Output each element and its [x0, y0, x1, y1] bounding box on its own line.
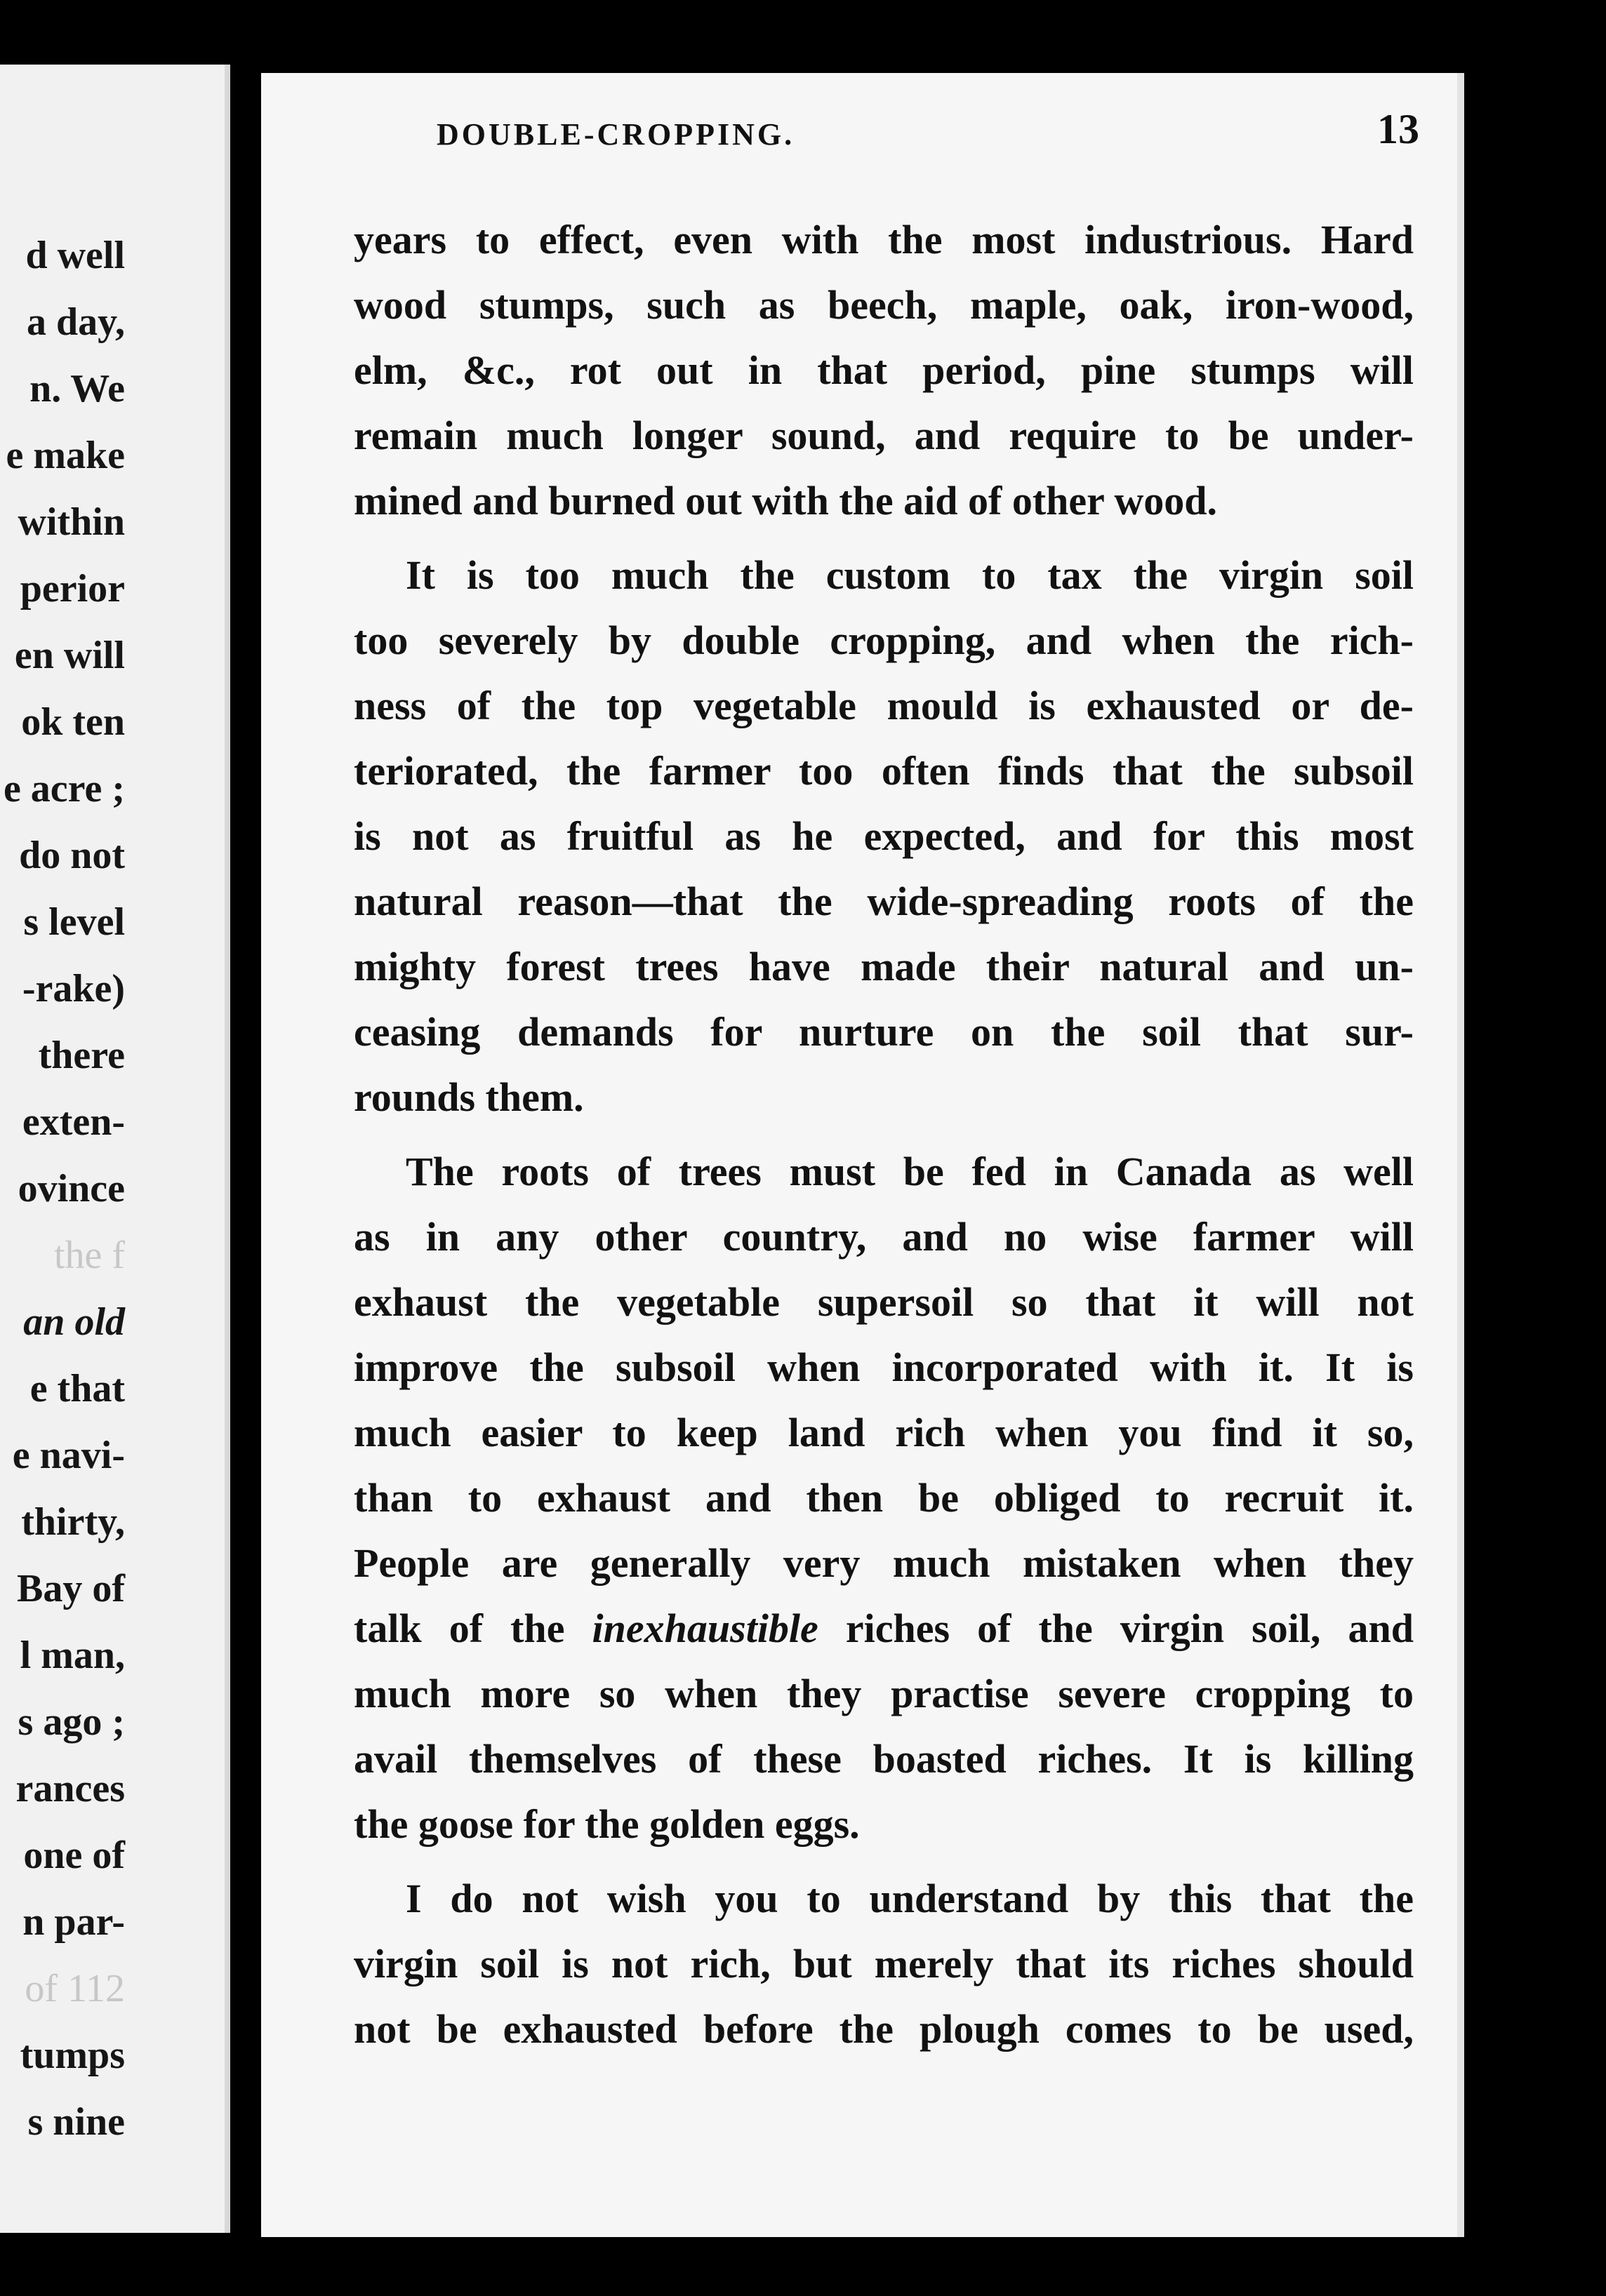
left-fragment: exten- [22, 1100, 125, 1144]
left-fragment: of 112 [25, 1967, 125, 2010]
text-line: mighty forest trees have made their natural and un- [354, 944, 1414, 989]
text-line: wood stumps, such as beech, maple, oak, iron-wood, [354, 282, 1414, 328]
left-fragment: an old [23, 1300, 125, 1344]
text-line: years to effect, even with the most industrious. Hard [354, 217, 1414, 262]
left-fragment: there [38, 1034, 125, 1077]
text-line: much more so when they practise severe cropping to [354, 1671, 1414, 1716]
left-fragment: n. We [29, 367, 125, 411]
text-line: ness of the top vegetable mould is exhausted or de- [354, 683, 1414, 728]
left-fragment: e make [6, 434, 125, 477]
left-fragment: the f [53, 1234, 125, 1277]
text-line: mined and burned out with the aid of other wood. [354, 478, 1218, 523]
text-line: too severely by double cropping, and when the rich- [354, 618, 1414, 663]
text-line: elm, &c., rot out in that period, pine stumps will [354, 347, 1414, 393]
left-fragment: ovince [18, 1167, 125, 1210]
running-head: DOUBLE-CROPPING. [437, 117, 795, 152]
text-line: remain much longer sound, and require to be under- [354, 413, 1414, 458]
left-fragment: s level [23, 900, 125, 944]
left-fragment: do not [19, 834, 125, 877]
left-fragment: n par- [22, 1900, 125, 1944]
previous-page [0, 65, 230, 2233]
left-fragment: within [18, 500, 125, 544]
left-fragment: rances [15, 1767, 125, 1810]
text-line: improve the subsoil when incorporated with it. It is [354, 1344, 1414, 1390]
left-fragment: e navi- [12, 1434, 125, 1477]
text-line: virgin soil is not rich, but merely that its riches should [354, 1941, 1414, 1987]
left-fragment: s nine [27, 2100, 125, 2144]
text-line: as in any other country, and no wise farmer will [354, 1214, 1414, 1260]
text-line: natural reason—that the wide-spreading roots of the [354, 879, 1414, 924]
text-line: The roots of trees must be fed in Canada as well [406, 1149, 1414, 1194]
text-line: People are generally very much mistaken when they [354, 1540, 1414, 1586]
left-fragment: thirty, [21, 1500, 125, 1544]
page-edge [225, 65, 230, 2233]
left-fragment: en will [14, 634, 125, 677]
body-text [354, 207, 1414, 2062]
left-fragment: l man, [20, 1634, 125, 1677]
text-line: than to exhaust and then be obliged to recruit it. [354, 1475, 1414, 1521]
left-fragment: tumps [20, 2034, 125, 2077]
text-line: is not as fruitful as he expected, and for this most [354, 813, 1414, 859]
left-fragment: one of [23, 1834, 125, 1877]
text-line: not be exhausted before the plough comes to be used, [354, 2006, 1414, 2052]
left-fragment: d well [25, 234, 125, 277]
text-line: exhaust the vegetable supersoil so that it will not [354, 1279, 1414, 1325]
left-fragment: ok ten [21, 700, 125, 744]
text-line: It is too much the custom to tax the virgin soil [406, 552, 1414, 598]
left-fragment: e acre ; [3, 767, 125, 810]
text-line: I do not wish you to understand by this that the [406, 1876, 1414, 1921]
text-line: teriorated, the farmer too often finds that the subsoil [354, 748, 1414, 794]
left-fragment: a day, [26, 300, 125, 344]
left-fragment: perior [20, 567, 125, 610]
text-line: avail themselves of these boasted riches. It is killing [354, 1736, 1414, 1782]
left-fragment: e that [29, 1367, 125, 1410]
page-number: 13 [1377, 106, 1419, 152]
left-fragment: s ago ; [18, 1700, 125, 1744]
text-segment: talk of the [354, 1606, 592, 1651]
text-line-with-italic [354, 1596, 1414, 1661]
left-fragment: Bay of [17, 1567, 125, 1610]
text-line: the goose for the golden eggs. [354, 1801, 860, 1847]
italic-word: inexhaustible [592, 1606, 818, 1651]
text-line: ceasing demands for nurture on the soil that sur- [354, 1009, 1414, 1055]
text-segment: riches of the virgin soil, and [818, 1606, 1414, 1651]
left-fragment: -rake) [22, 967, 125, 1010]
text-line: much easier to keep land rich when you find it so, [354, 1410, 1414, 1455]
text-line: rounds them. [354, 1074, 584, 1120]
